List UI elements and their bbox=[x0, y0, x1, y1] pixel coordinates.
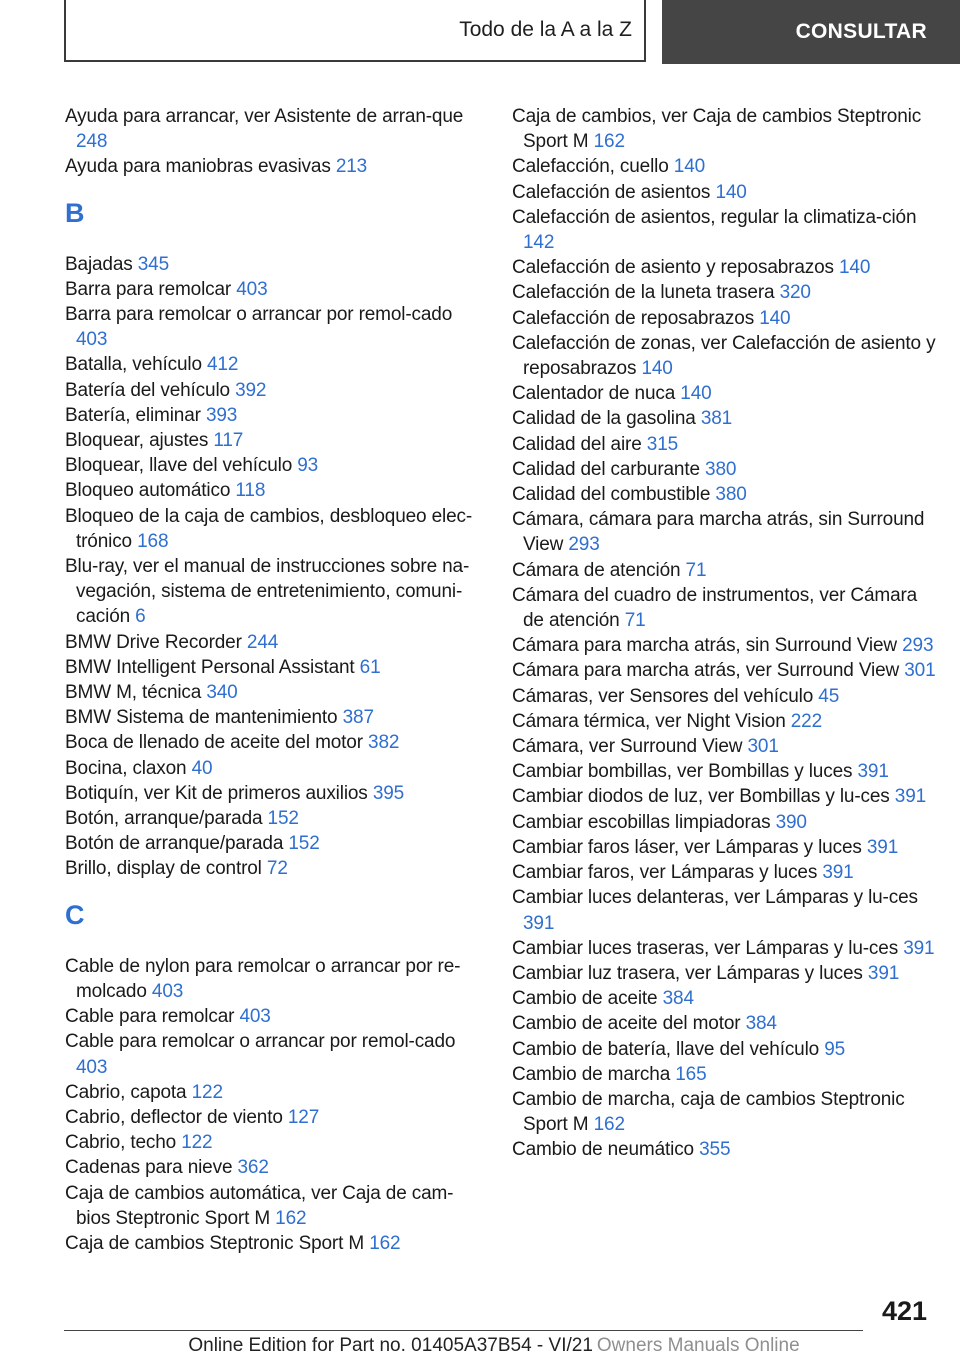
index-entry bbox=[512, 1087, 942, 1137]
index-page-link[interactable]: 380 bbox=[705, 458, 737, 480]
index-entry-text: Calentador de nuca bbox=[512, 383, 676, 405]
index-entry-text: Bloqueo automático bbox=[65, 480, 231, 502]
index-page-link[interactable]: 293 bbox=[568, 534, 600, 556]
index-entry-text: Cabrio, capota bbox=[65, 1081, 187, 1103]
index-entry-text: Barra para remolcar o arrancar por remol-cado bbox=[65, 304, 453, 326]
index-entry-text: Botón de arranque/parada bbox=[65, 833, 284, 855]
index-page-link[interactable]: 122 bbox=[191, 1081, 223, 1103]
index-page-link[interactable]: 140 bbox=[839, 257, 871, 279]
index-page-link[interactable]: 127 bbox=[287, 1106, 320, 1128]
index-entry-text: Cámara del cuadro de instrumentos, ver Cámara de atención bbox=[512, 584, 918, 632]
index-page-link[interactable]: 168 bbox=[137, 530, 169, 552]
index-page-link[interactable]: 165 bbox=[675, 1063, 707, 1085]
index-page-link[interactable]: 380 bbox=[715, 484, 747, 506]
index-page-link[interactable]: 345 bbox=[137, 253, 170, 275]
index-page-link[interactable]: 391 bbox=[523, 912, 555, 934]
index-page-link[interactable]: 140 bbox=[641, 358, 673, 380]
index-entry bbox=[65, 252, 483, 277]
index-entry bbox=[65, 428, 483, 453]
index-entry-text: Caja de cambios, ver Caja de cambios Steptronic Sport M bbox=[512, 106, 922, 153]
index-page-link[interactable]: 393 bbox=[205, 404, 238, 426]
index-page-link[interactable]: 45 bbox=[818, 685, 840, 707]
index-entry bbox=[512, 457, 942, 482]
index-entry bbox=[512, 860, 942, 885]
tab-section-label: CONSULTAR bbox=[795, 20, 927, 43]
index-page-link[interactable]: 391 bbox=[867, 962, 900, 984]
tab-index-label: Todo de la A a la Z bbox=[459, 18, 632, 41]
index-page-link[interactable]: 152 bbox=[267, 808, 299, 830]
index-entry-text: Cambio de marcha, caja de cambios Steptronic Sport M bbox=[512, 1088, 905, 1136]
index-entry bbox=[512, 583, 942, 633]
index-entry bbox=[512, 835, 942, 860]
index-entry bbox=[65, 831, 483, 856]
index-entry-text: Calefacción de asientos, regular la climatiza-ción bbox=[512, 206, 917, 228]
index-entry bbox=[65, 453, 483, 478]
index-entry bbox=[65, 504, 483, 554]
index-entry bbox=[512, 1062, 942, 1087]
index-page-link[interactable]: 387 bbox=[342, 707, 374, 729]
index-entry bbox=[65, 277, 483, 302]
index-entry-text: Botón, arranque/parada bbox=[65, 808, 263, 830]
index-entry bbox=[512, 104, 942, 154]
index-entry-text: BMW Drive Recorder bbox=[65, 631, 242, 653]
index-page-link[interactable]: 140 bbox=[673, 156, 706, 178]
index-page-link[interactable]: 6 bbox=[135, 606, 146, 628]
index-page-link[interactable]: 117 bbox=[213, 430, 244, 452]
index-entry-text: Cable de nylon para remolcar o arrancar por re-molcado bbox=[65, 955, 461, 1002]
index-entry bbox=[512, 154, 942, 179]
index-entry-text: Cambio de aceite bbox=[512, 988, 658, 1010]
index-page-link[interactable]: 142 bbox=[523, 232, 555, 254]
index-page-link[interactable]: 93 bbox=[297, 455, 319, 477]
index-column-right bbox=[512, 104, 942, 1163]
index-page-link[interactable]: 395 bbox=[372, 782, 405, 804]
index-page-link[interactable]: 244 bbox=[246, 631, 279, 653]
index-entry bbox=[65, 756, 483, 781]
tab-consultar[interactable] bbox=[662, 0, 960, 64]
index-entry-text: Calidad de la gasolina bbox=[512, 408, 696, 430]
index-entry bbox=[65, 1080, 483, 1105]
index-entry-text: Cambiar diodos de luz, ver Bombillas y lu-ces bbox=[512, 786, 890, 808]
index-entry bbox=[512, 885, 942, 935]
index-entry bbox=[512, 306, 942, 331]
index-entry bbox=[512, 1037, 942, 1062]
index-entry bbox=[512, 658, 942, 683]
index-entry-text: Calidad del carburante bbox=[512, 458, 700, 480]
index-page-link[interactable]: 213 bbox=[335, 156, 368, 178]
index-entry-text: Cambiar luces traseras, ver Lámparas y lu-ces bbox=[512, 937, 899, 959]
index-entry bbox=[65, 302, 483, 352]
index-entry bbox=[65, 954, 483, 1004]
index-entry-text: Cambiar bombillas, ver Bombillas y luces bbox=[512, 761, 853, 783]
index-page-link[interactable]: 301 bbox=[747, 736, 779, 758]
index-entry-text: Calidad del aire bbox=[512, 433, 642, 455]
index-page-link[interactable]: 162 bbox=[369, 1232, 401, 1254]
index-entry bbox=[65, 630, 483, 655]
index-entry-text: Batería del vehículo bbox=[65, 379, 230, 401]
index-entry-text: Calefacción de asientos bbox=[512, 181, 711, 203]
index-entry bbox=[65, 1155, 483, 1180]
index-page-link[interactable]: 403 bbox=[239, 1006, 271, 1028]
index-entry bbox=[65, 856, 483, 881]
tab-index-a-z[interactable] bbox=[64, 0, 646, 62]
index-entry-text: BMW Intelligent Personal Assistant bbox=[65, 656, 355, 678]
page-header bbox=[0, 0, 960, 66]
index-entry bbox=[512, 381, 942, 406]
index-entry bbox=[512, 1011, 942, 1036]
index-page-link[interactable]: 391 bbox=[822, 862, 854, 884]
index-entry-text: Cámara para marcha atrás, ver Surround View bbox=[512, 660, 900, 682]
index-entry-text: Bloquear, ajustes bbox=[65, 430, 209, 452]
page-number: 421 bbox=[881, 1296, 927, 1326]
index-page-link[interactable]: 355 bbox=[699, 1139, 731, 1161]
index-entry-text: Cadenas para nieve bbox=[65, 1157, 233, 1179]
index-page-link[interactable]: 320 bbox=[779, 282, 811, 304]
index-entry bbox=[65, 781, 483, 806]
index-page-link[interactable]: 403 bbox=[76, 329, 108, 351]
index-entry bbox=[65, 1181, 483, 1231]
index-entry bbox=[512, 255, 942, 280]
index-page-link[interactable]: 381 bbox=[700, 408, 733, 430]
index-column-left bbox=[65, 104, 483, 1256]
index-entry bbox=[512, 558, 942, 583]
index-entry bbox=[512, 633, 942, 658]
index-entry bbox=[65, 680, 483, 705]
index-page-link[interactable]: 315 bbox=[646, 433, 679, 455]
index-entry-text: Brillo, display de control bbox=[65, 858, 262, 880]
index-entry-text: Boca de llenado de aceite del motor bbox=[65, 732, 363, 754]
index-entry-text: Cabrio, deflector de viento bbox=[65, 1106, 283, 1128]
index-page-link[interactable]: 384 bbox=[745, 1013, 777, 1035]
index-entry-text: Cámaras, ver Sensores del vehículo bbox=[512, 685, 814, 707]
index-entry-text: Bocina, claxon bbox=[65, 757, 187, 779]
index-entry-text: Cambiar luz trasera, ver Lámparas y luces bbox=[512, 962, 863, 984]
index-entry-text: Calefacción de la luneta trasera bbox=[512, 282, 775, 304]
index-entry bbox=[512, 784, 942, 809]
index-page-link[interactable]: 391 bbox=[866, 836, 899, 858]
index-entry-text: Cámara térmica, ver Night Vision bbox=[512, 710, 786, 732]
index-entry bbox=[65, 1029, 483, 1079]
index-entry-text: BMW M, técnica bbox=[65, 682, 202, 704]
index-entry bbox=[65, 378, 483, 403]
index-entry bbox=[65, 655, 483, 680]
index-entry bbox=[65, 1231, 483, 1256]
index-page-link[interactable]: 391 bbox=[857, 761, 889, 783]
index-entry-text: Caja de cambios Steptronic Sport M bbox=[65, 1232, 365, 1254]
index-letter-heading: C bbox=[65, 899, 85, 930]
index-page-link[interactable]: 403 bbox=[151, 980, 184, 1002]
index-entry bbox=[65, 104, 483, 154]
index-page-link[interactable]: 293 bbox=[902, 635, 934, 657]
index-page-link[interactable]: 71 bbox=[685, 559, 707, 581]
index-entry-text: Blu-ray, ver el manual de instrucciones sobre na-vegación, sistema de entretenimiento, comuni-cación bbox=[65, 556, 470, 628]
index-entry bbox=[512, 482, 942, 507]
index-entry bbox=[512, 205, 942, 255]
index-entry bbox=[512, 810, 942, 835]
index-entry bbox=[65, 730, 483, 755]
index-entry-text: Botiquín, ver Kit de primeros auxilios bbox=[65, 782, 368, 804]
index-page-link[interactable]: 61 bbox=[359, 656, 381, 678]
index-page-link[interactable]: 391 bbox=[894, 786, 927, 808]
index-entry-text: Batería, eliminar bbox=[65, 404, 201, 426]
index-entry-text: Cable para remolcar bbox=[65, 1006, 235, 1028]
index-page-link[interactable]: 222 bbox=[790, 710, 823, 732]
index-entry-text: Barra para remolcar bbox=[65, 278, 232, 300]
index-page-link[interactable]: 140 bbox=[759, 307, 791, 329]
index-entry bbox=[512, 180, 942, 205]
index-entry bbox=[512, 331, 942, 381]
index-entry-text: Cambio de aceite del motor bbox=[512, 1013, 741, 1035]
index-page-link[interactable]: 72 bbox=[266, 858, 288, 880]
page-footer bbox=[64, 1331, 924, 1361]
index-page-link[interactable]: 162 bbox=[593, 1114, 625, 1136]
index-page-link[interactable]: 162 bbox=[593, 131, 625, 153]
index-page-link[interactable]: 390 bbox=[775, 811, 807, 833]
index-entry-text: Cámara de atención bbox=[512, 559, 681, 581]
footer-brand-watermark: Owners Manuals Online bbox=[596, 1335, 800, 1356]
index-page-link[interactable]: 382 bbox=[368, 732, 400, 754]
index-entry-text: Calefacción de zonas, ver Calefacción de asiento y reposabrazos bbox=[512, 332, 936, 380]
index-entry bbox=[512, 961, 942, 986]
index-entry bbox=[512, 734, 942, 759]
index-page-link[interactable]: 118 bbox=[235, 480, 266, 502]
index-entry bbox=[512, 1137, 942, 1162]
index-entry-text: Calefacción, cuello bbox=[512, 156, 669, 178]
index-page-link[interactable]: 392 bbox=[235, 379, 267, 401]
index-entry bbox=[65, 705, 483, 730]
index-entry-text: Cambio de neumático bbox=[512, 1139, 694, 1161]
index-entry bbox=[65, 1130, 483, 1155]
index-entry-text: Bajadas bbox=[65, 253, 133, 275]
index-entry bbox=[65, 1105, 483, 1130]
index-page-link[interactable]: 152 bbox=[288, 833, 320, 855]
footer-edition: Online Edition for Part no. 01405A37B54 - VI/21 bbox=[188, 1335, 593, 1356]
index-page-link[interactable]: 140 bbox=[680, 383, 712, 405]
index-entry-text: Ayuda para arrancar, ver Asistente de arran-que bbox=[65, 106, 464, 127]
index-page-link[interactable]: 301 bbox=[904, 660, 936, 682]
index-page-link[interactable]: 340 bbox=[206, 682, 238, 704]
index-entry bbox=[512, 709, 942, 734]
index-entry bbox=[65, 1004, 483, 1029]
index-entry-text: Cámara, cámara para marcha atrás, sin Surround View bbox=[512, 509, 925, 556]
index-entry-text: Cámara para marcha atrás, sin Surround View bbox=[512, 635, 897, 657]
index-page-link[interactable]: 248 bbox=[76, 131, 108, 153]
index-page-link[interactable]: 412 bbox=[207, 354, 239, 376]
index-entry bbox=[65, 403, 483, 428]
index-entry bbox=[65, 352, 483, 377]
index-letter-heading: B bbox=[65, 197, 85, 228]
index-page-link[interactable]: 391 bbox=[903, 937, 935, 959]
index-entry-text: Cabrio, techo bbox=[65, 1132, 177, 1154]
index-entry-text: Calidad del combustible bbox=[512, 484, 711, 506]
index-entry-text: Cable para remolcar o arrancar por remol-cado bbox=[65, 1031, 456, 1053]
index-entry bbox=[512, 759, 942, 784]
index-entry bbox=[65, 554, 483, 630]
index-page-link[interactable]: 162 bbox=[275, 1207, 307, 1229]
index-entry-text: Cambiar luces delanteras, ver Lámparas y lu-ces bbox=[512, 887, 918, 909]
index-entry-text: Cambiar faros, ver Lámparas y luces bbox=[512, 862, 818, 884]
index-entry-text: Caja de cambios automática, ver Caja de cam-bios Steptronic Sport M bbox=[65, 1182, 454, 1229]
index-page-link[interactable]: 95 bbox=[824, 1038, 846, 1060]
index-entry bbox=[512, 936, 942, 961]
index-page-link[interactable]: 403 bbox=[236, 278, 268, 300]
index-entry bbox=[65, 154, 483, 179]
index-entry-text: Bloqueo de la caja de cambios, desbloqueo elec-trónico bbox=[65, 505, 473, 552]
index-entry bbox=[512, 684, 942, 709]
index-page-link[interactable]: 40 bbox=[191, 757, 213, 779]
index-entry-text: Batalla, vehículo bbox=[65, 354, 202, 376]
index-entry-text: Calefacción de asiento y reposabrazos bbox=[512, 257, 834, 279]
index-entry-text: BMW Sistema de mantenimiento bbox=[65, 707, 338, 729]
index-entry-text: Cambiar faros láser, ver Lámparas y luces bbox=[512, 836, 862, 858]
index-page-link[interactable]: 403 bbox=[76, 1056, 108, 1078]
index-entry-text: Cambiar escobillas limpiadoras bbox=[512, 811, 771, 833]
index-page-link[interactable]: 71 bbox=[624, 610, 646, 632]
index-entry-text: Cambio de batería, llave del vehículo bbox=[512, 1038, 820, 1060]
index-entry bbox=[65, 478, 483, 503]
index-page-link[interactable]: 122 bbox=[181, 1132, 213, 1154]
index-entry bbox=[512, 280, 942, 305]
index-page-link[interactable]: 384 bbox=[662, 988, 694, 1010]
index-entry-text: Cámara, ver Surround View bbox=[512, 736, 743, 758]
index-entry bbox=[65, 806, 483, 831]
index-page-link[interactable]: 362 bbox=[237, 1157, 269, 1179]
index-entry-text: Ayuda para maniobras evasivas bbox=[65, 156, 331, 178]
index-entry bbox=[512, 507, 942, 557]
index-entry-text: Cambio de marcha bbox=[512, 1063, 671, 1085]
index-entry bbox=[512, 986, 942, 1011]
index-entry bbox=[512, 432, 942, 457]
index-entry-text: Bloquear, llave del vehículo bbox=[65, 455, 293, 477]
index-page-link[interactable]: 140 bbox=[715, 181, 747, 203]
index-entry bbox=[512, 406, 942, 431]
index-entry-text: Calefacción de reposabrazos bbox=[512, 307, 755, 329]
